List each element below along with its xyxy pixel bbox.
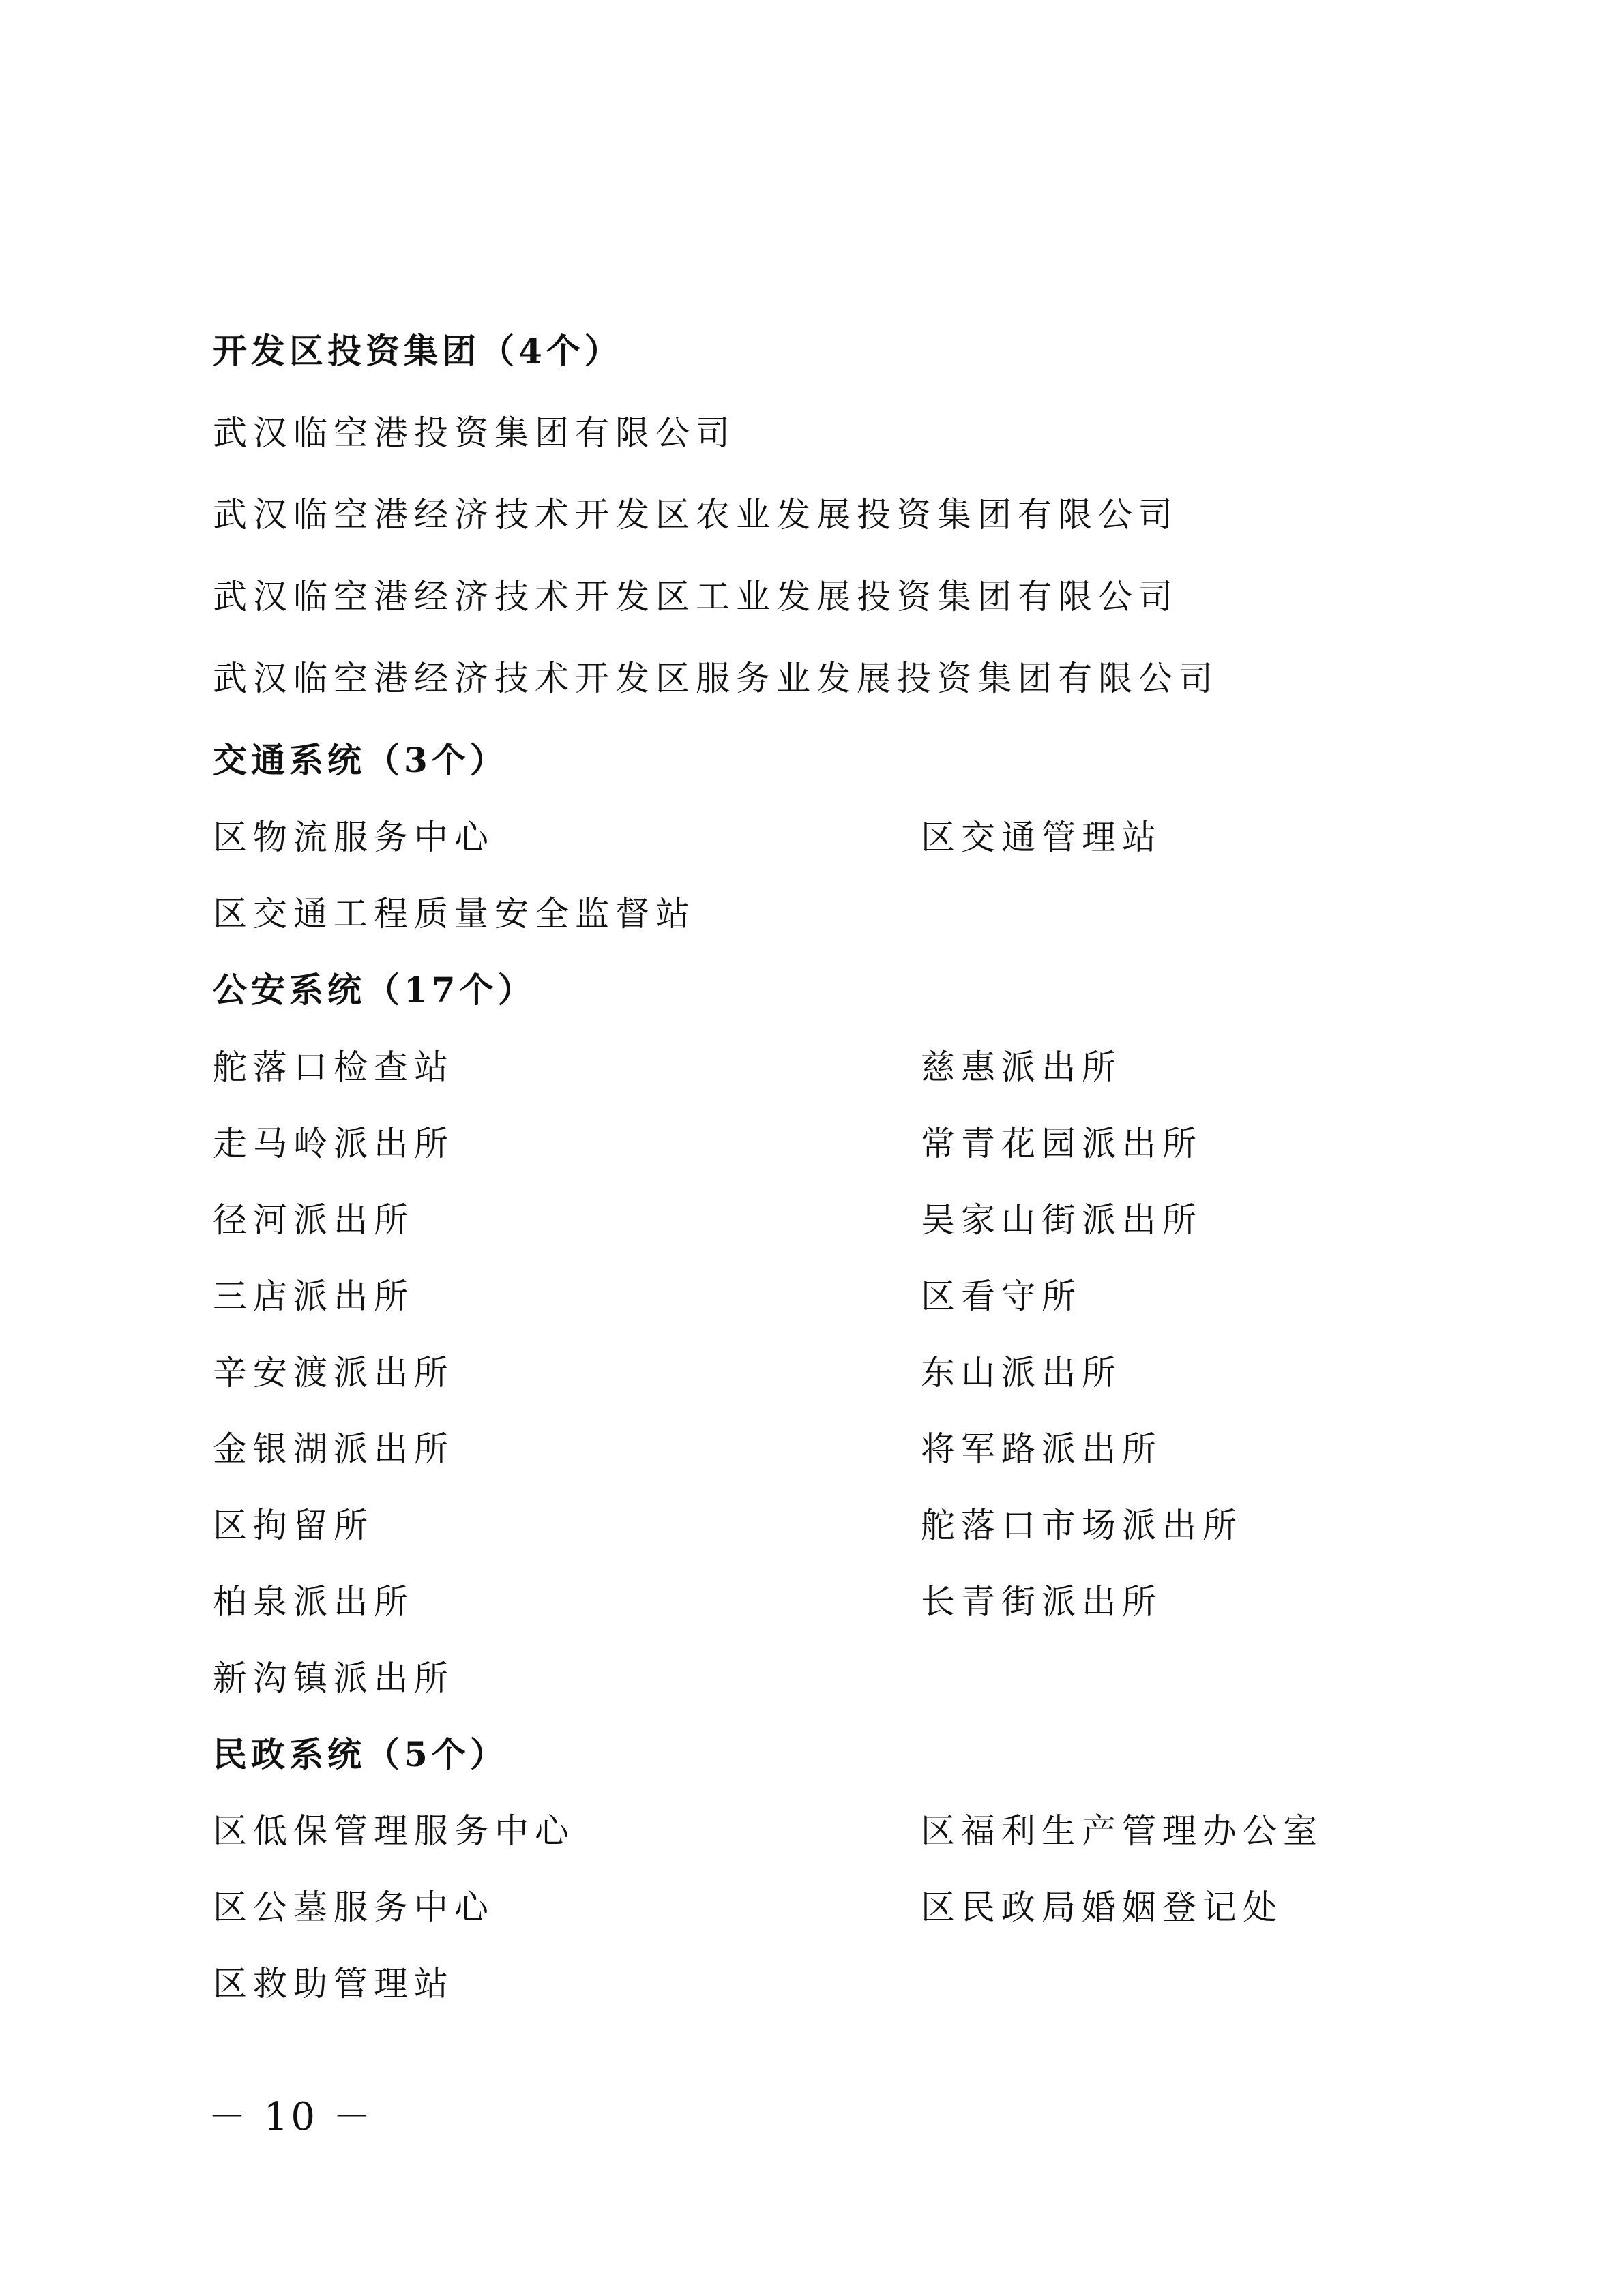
list-item: 武汉临空港经济技术开发区工业发展投资集团有限公司 bbox=[213, 577, 1179, 616]
list-item: 区交通管理站 bbox=[921, 818, 1162, 857]
list-item: 辛安渡派出所 bbox=[213, 1353, 454, 1392]
list-item: 金银湖派出所 bbox=[213, 1429, 454, 1469]
list-item: 长青街派出所 bbox=[921, 1582, 1162, 1622]
list-item: 舵落口市场派出所 bbox=[921, 1506, 1243, 1545]
list-item: 常青花园派出所 bbox=[921, 1124, 1202, 1163]
list-item: 将军路派出所 bbox=[921, 1429, 1162, 1469]
list-item: 区低保管理服务中心 bbox=[213, 1811, 575, 1851]
list-item: 区民政局婚姻登记处 bbox=[921, 1888, 1283, 1927]
list-item: 区拘留所 bbox=[213, 1506, 374, 1545]
list-item: 径河派出所 bbox=[213, 1200, 414, 1240]
list-item: 走马岭派出所 bbox=[213, 1124, 454, 1163]
list-item: 武汉临空港经济技术开发区服务业发展投资集团有限公司 bbox=[213, 659, 1219, 698]
list-item: 新沟镇派出所 bbox=[213, 1658, 454, 1698]
list-item: 区交通工程质量安全监督站 bbox=[213, 894, 696, 934]
list-item: 区救助管理站 bbox=[213, 1964, 454, 2003]
list-item: 区看守所 bbox=[921, 1277, 1082, 1316]
list-item: 区物流服务中心 bbox=[213, 818, 494, 857]
section-heading-investment-group: 开发区投资集团（4个） bbox=[213, 331, 623, 371]
list-item: 舵落口检查站 bbox=[213, 1047, 454, 1087]
list-item: 区公墓服务中心 bbox=[213, 1888, 494, 1927]
section-heading-transport: 交通系统（3个） bbox=[213, 740, 508, 780]
page-number: － 10 － bbox=[208, 2095, 374, 2139]
list-item: 武汉临空港经济技术开发区农业发展投资集团有限公司 bbox=[213, 495, 1179, 535]
list-item: 区福利生产管理办公室 bbox=[921, 1811, 1323, 1851]
list-item: 武汉临空港投资集团有限公司 bbox=[213, 413, 736, 453]
section-heading-civil-affairs: 民政系统（5个） bbox=[213, 1734, 508, 1774]
list-item: 吴家山街派出所 bbox=[921, 1200, 1202, 1240]
section-heading-public-security: 公安系统（17个） bbox=[213, 970, 536, 1010]
list-item: 柏泉派出所 bbox=[213, 1582, 414, 1622]
list-item: 东山派出所 bbox=[921, 1353, 1122, 1392]
list-item: 三店派出所 bbox=[213, 1277, 414, 1316]
list-item: 慈惠派出所 bbox=[921, 1047, 1122, 1087]
